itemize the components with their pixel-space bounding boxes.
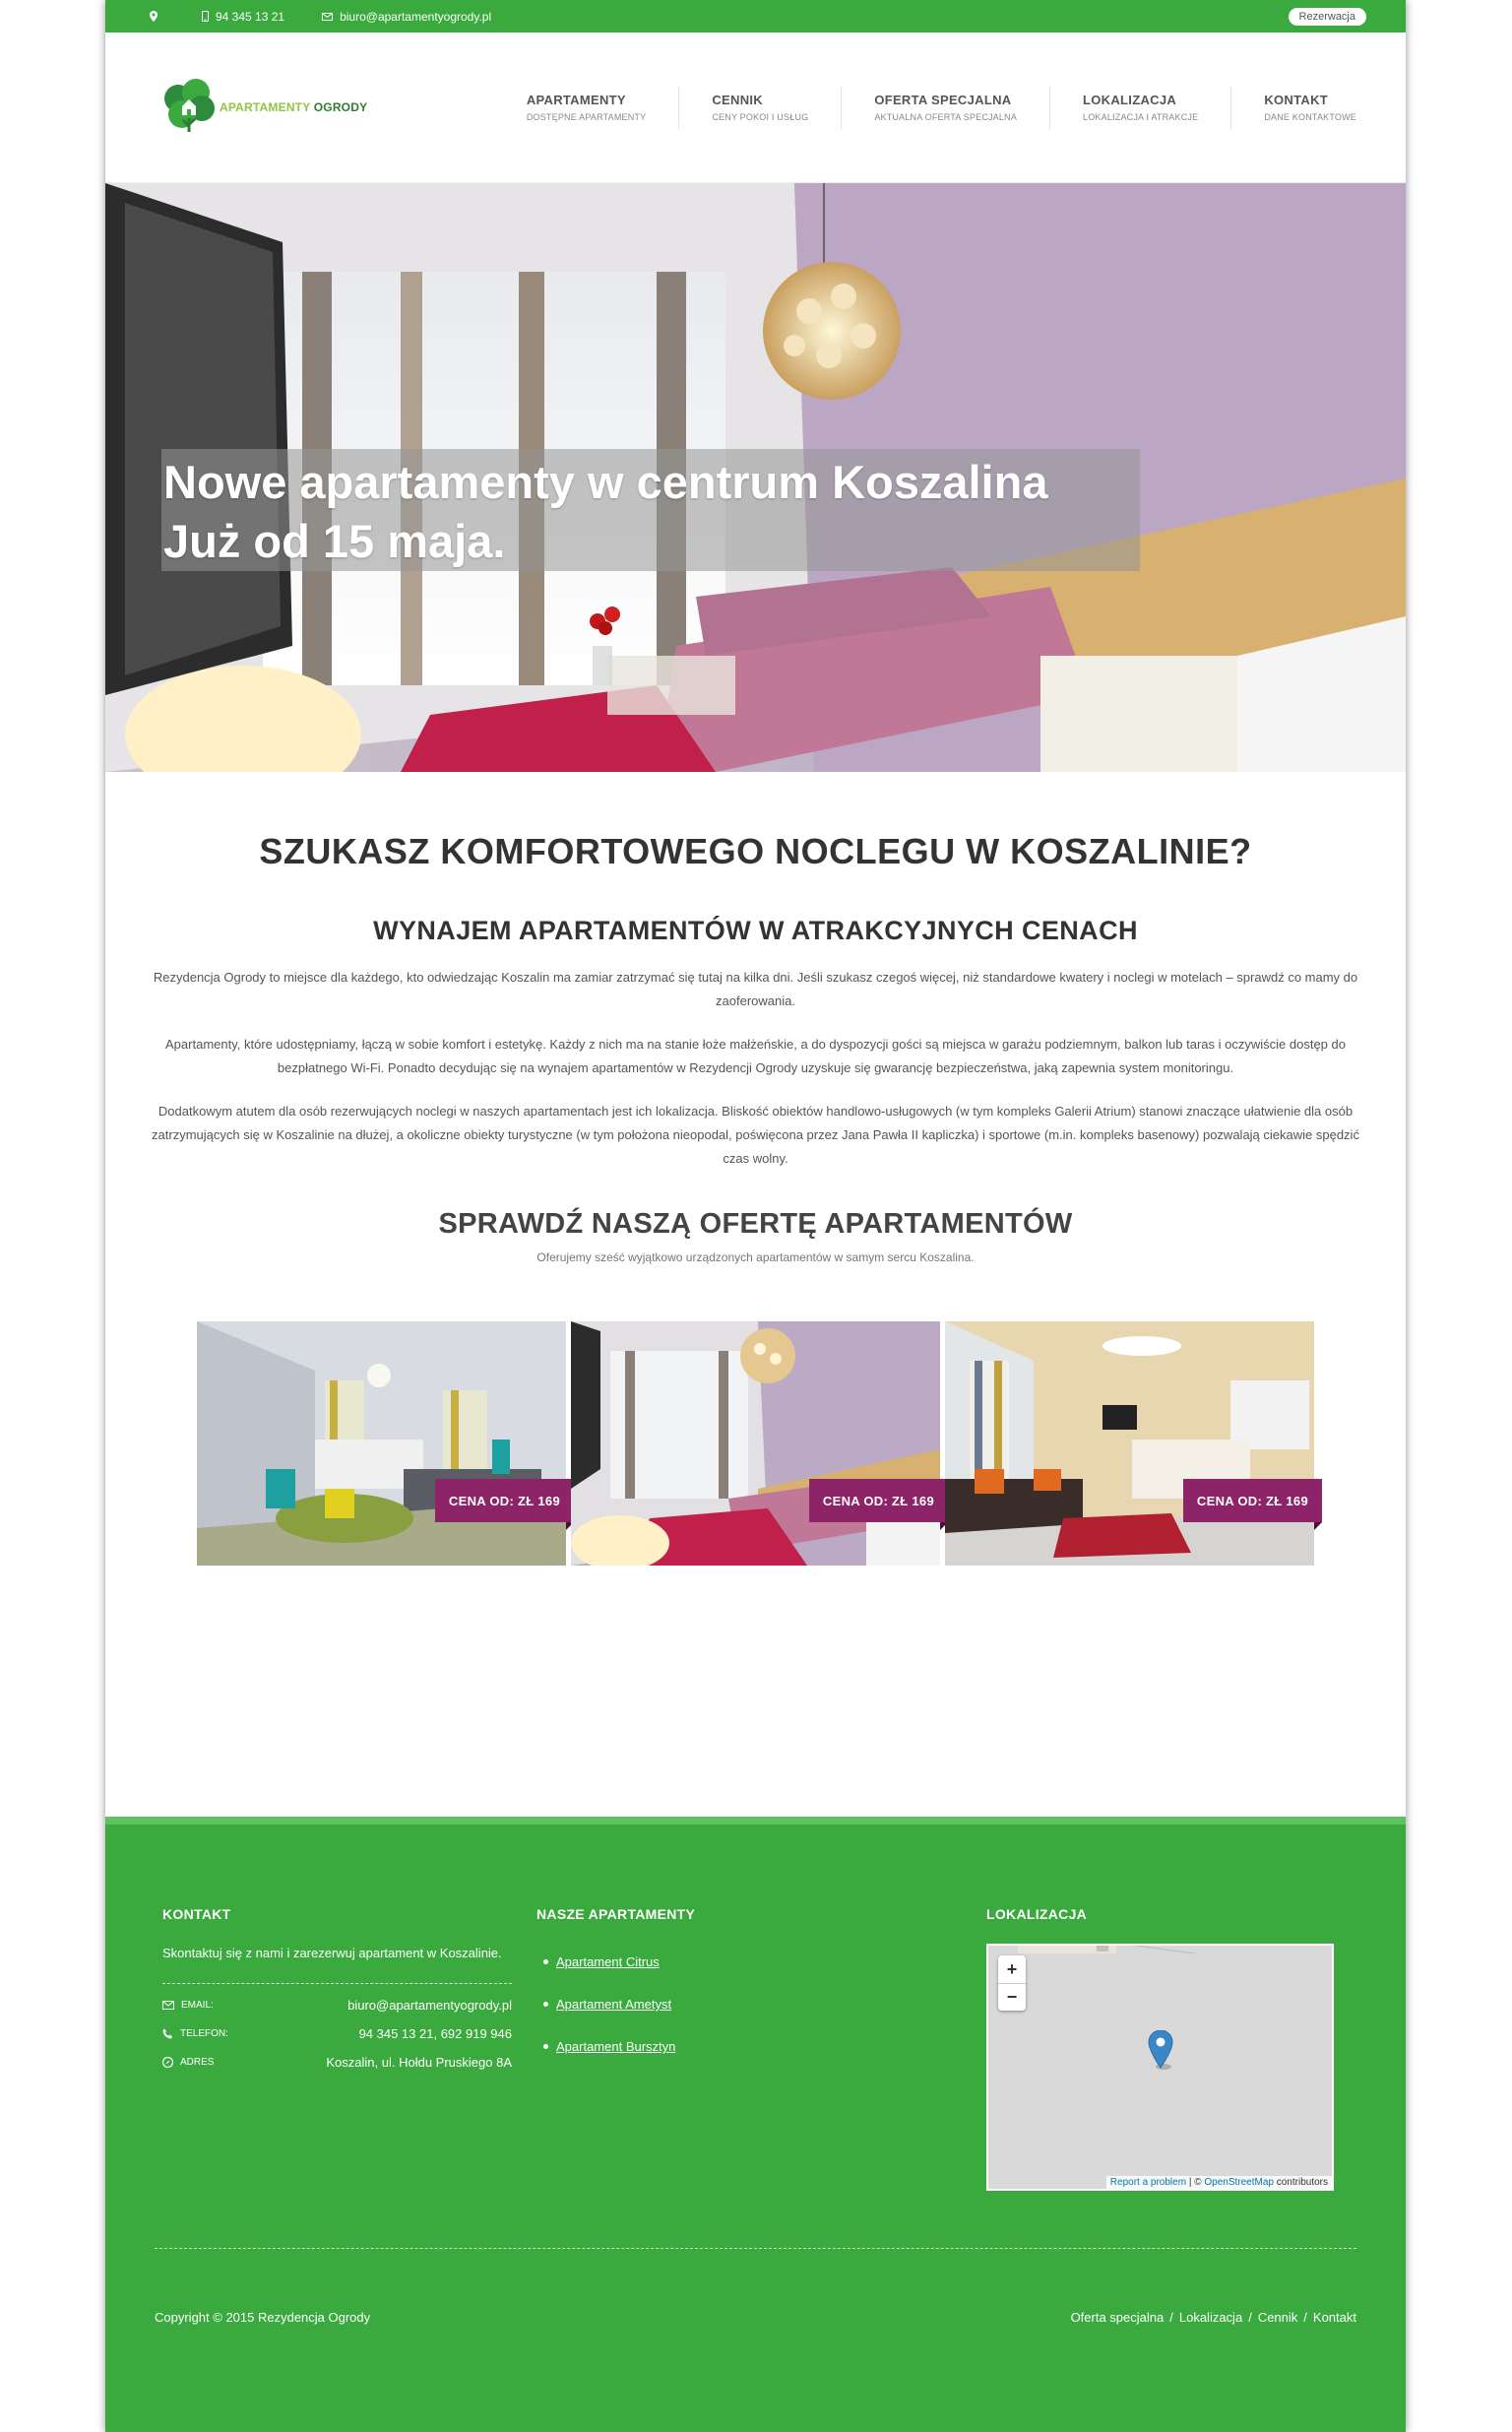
apartment-link-citrus[interactable]: Apartament Citrus [556,1954,660,1969]
nav-subtitle: DANE KONTAKTOWE [1264,112,1356,122]
copyright-text: Copyright © 2015 Rezydencja Ogrody [155,2310,371,2325]
hero-caption [161,449,1140,571]
map-attribution [1106,2176,1332,2189]
footer-link-oferta[interactable]: Oferta specjalna [1070,2310,1165,2325]
hero-slider[interactable] [105,183,1406,772]
phone-icon [162,2028,173,2039]
map-marker-icon [150,11,158,22]
phone-info[interactable] [202,10,284,24]
page-title: SZUKASZ KOMFORTOWEGO NOCLEGU W KOSZALINIE? [259,831,1252,871]
footer-apartments-title: NASZE APARTAMENTY [536,1906,696,1922]
main-nav [527,86,1356,129]
mobile-phone-icon [202,11,209,22]
nav-subtitle: LOKALIZACJA I ATRAKCJE [1083,112,1199,122]
email-label-text: EMAIL: [181,2000,214,2011]
apartment-link-ametyst[interactable]: Apartament Ametyst [556,1997,672,2012]
link-separator: / [1248,2310,1252,2325]
envelope-icon [162,2001,174,2010]
list-item [536,1997,695,2012]
logo-text-part1: APARTAMENTY [220,100,311,114]
footer-contact [162,1906,512,2070]
site-header [105,32,1406,183]
location-map[interactable] [986,1944,1334,2191]
list-item [536,2039,695,2054]
footer-divider [155,2248,1356,2249]
footer-contact-text: Skontaktuj się z nami i zarezerwuj apartament w Koszalinie. [162,1946,502,1960]
footer-apartments [536,1906,695,2081]
apartment-card[interactable] [571,1321,940,1566]
section-subtitle: WYNAJEM APARTAMENTÓW W ATRAKCYJNYCH CENACH [373,916,1138,945]
footer-phone-label [162,2028,261,2039]
map-osm-link[interactable]: OpenStreetMap [1204,2177,1274,2188]
apartment-photo [945,1321,1314,1566]
top-phone-text: 94 345 13 21 [216,9,285,24]
site-footer [105,1817,1406,2432]
nav-title: OFERTA SPECJALNA [874,93,1012,107]
intro-paragraph-3: Dodatkowym atutem dla osób rezerwujących noclegi w naszych apartamentach jest ich lokalizacja. Bliskość obiektów handlowo-usługowych (w tym kompleks Galerii Atrium) stanowi znaczące ułatwienie dla osób zatrzymujących się w Koszalinie na dłużej, a okoliczne obiekty turystyczne (w tym położona nieopodal, poświęcona przez Jana Pawła II kapliczka) i sportowe (m.in. kompleks basenowy) pozwalają ciekawie spędzić czas wolny. [152,1104,1359,1166]
map-zoom-in-button[interactable]: + [1006,1958,1018,1979]
nav-subtitle: AKTUALNA OFERTA SPECJALNA [874,112,1018,122]
page-container [105,0,1406,2432]
footer-divider [162,1983,512,1984]
footer-link-cennik[interactable]: Cennik [1257,2310,1298,2325]
nav-item-oferta-specjalna[interactable] [841,86,1049,129]
map-zoom-control [998,1955,1026,2011]
main-content [105,772,1406,1566]
footer-link-kontakt[interactable]: Kontakt [1312,2310,1356,2325]
footer-email-label [162,2000,261,2011]
nav-item-lokalizacja[interactable] [1049,86,1230,129]
email-info[interactable] [322,10,491,24]
nav-title: APARTAMENTY [526,93,626,107]
map-zoom-out-button[interactable]: − [998,1983,1026,2011]
site-logo[interactable] [157,75,367,140]
nav-subtitle: CENY POKOI I USŁUG [712,112,809,122]
footer-location [986,1906,1334,2191]
apartment-card[interactable] [945,1321,1314,1566]
hero-caption-line1: Nowe apartamenty w centrum Koszalina [163,456,1048,508]
nav-item-apartamenty[interactable] [527,86,679,129]
footer-email-value[interactable]: biuro@apartamentyogrody.pl [347,1998,512,2013]
footer-contact-title: KONTAKT [162,1906,231,1922]
price-badge: CENA OD: ZŁ 169 [435,1479,574,1522]
tree-house-logo-icon [157,75,221,140]
map-attrib-sep: | © [1188,2177,1205,2188]
footer-address-label [162,2057,261,2068]
link-separator: / [1303,2310,1307,2325]
envelope-icon [322,13,333,21]
address-label-text: ADRES [180,2057,215,2068]
price-badge: CENA OD: ZŁ 169 [809,1479,948,1522]
location-info[interactable] [150,11,164,22]
footer-address-row [162,2055,512,2070]
list-item [536,1954,695,1969]
price-badge: CENA OD: ZŁ 169 [1183,1479,1322,1522]
offer-subheading: Oferujemy sześć wyjątkowo urządzonych apartamentów w samym sercu Koszalina. [536,1250,975,1264]
intro-paragraph-1: Rezydencja Ogrody to miejsce dla każdego, kto odwiedzając Koszalin ma zamiar zatrzymać się tutaj na kilka dni. Jeśli szukasz czegoś więcej, niż standardowe kwatery i noclegi w motelach – sprawdź co mamy do zaoferowania. [153,970,1358,1008]
footer-links [1071,2310,1356,2325]
footer-address-value: Koszalin, ul. Hołdu Pruskiego 8A [326,2055,512,2070]
nav-item-cennik[interactable] [678,86,841,129]
nav-subtitle: DOSTĘPNE APARTAMENTY [526,112,647,122]
apartment-photo [197,1321,566,1566]
nav-item-kontakt[interactable] [1230,86,1356,129]
compass-icon [162,2057,173,2068]
hero-caption-line2: Już od 15 maja. [163,515,506,567]
apartment-card[interactable] [197,1321,566,1566]
footer-phone-value[interactable]: 94 345 13 21, 692 919 946 [358,2026,512,2041]
top-bar [105,0,1406,32]
footer-location-title: LOKALIZACJA [986,1906,1088,1922]
footer-phone-row [162,2026,512,2041]
apartment-cards [197,1321,1314,1566]
intro-paragraph-2: Apartamenty, które udostępniamy, łączą w sobie komfort i estetykę. Każdy z nich ma na stanie łoże małżeńskie, a do dyspozycji gości są miejsca w garażu podziemnym, balkon lub taras i oczywiście dostęp do bezpłatnego Wi-Fi. Ponadto decydując się na wynajem apartamentów w Rezydencji Ogrody uzyskuje się gwarancję bezpieczeństwa, jaką zapewnia system monitoringu. [165,1037,1346,1075]
map-report-link[interactable]: Report a problem [1109,2177,1187,2188]
map-marker-icon[interactable] [1148,2030,1173,2070]
footer-link-lokalizacja[interactable]: Lokalizacja [1178,2310,1243,2325]
apartment-photo [571,1321,940,1566]
logo-text-part2: OGRODY [313,100,368,114]
nav-title: KONTAKT [1264,93,1328,107]
nav-title: CENNIK [712,93,763,107]
offer-heading: SPRAWDŹ NASZĄ OFERTĘ APARTAMENTÓW [438,1208,1073,1240]
link-separator: / [1169,2310,1173,2325]
reservation-button[interactable]: Rezerwacja [1289,8,1366,26]
footer-apartments-list [536,1954,695,2054]
top-email-text: biuro@apartamentyogrody.pl [340,9,492,24]
logo-text [220,100,367,114]
nav-title: LOKALIZACJA [1083,93,1177,107]
map-contrib-text: contributors [1276,2177,1328,2188]
apartment-link-bursztyn[interactable]: Apartament Bursztyn [556,2039,676,2054]
phone-label-text: TELEFON: [180,2028,228,2039]
footer-email-row [162,1998,512,2013]
